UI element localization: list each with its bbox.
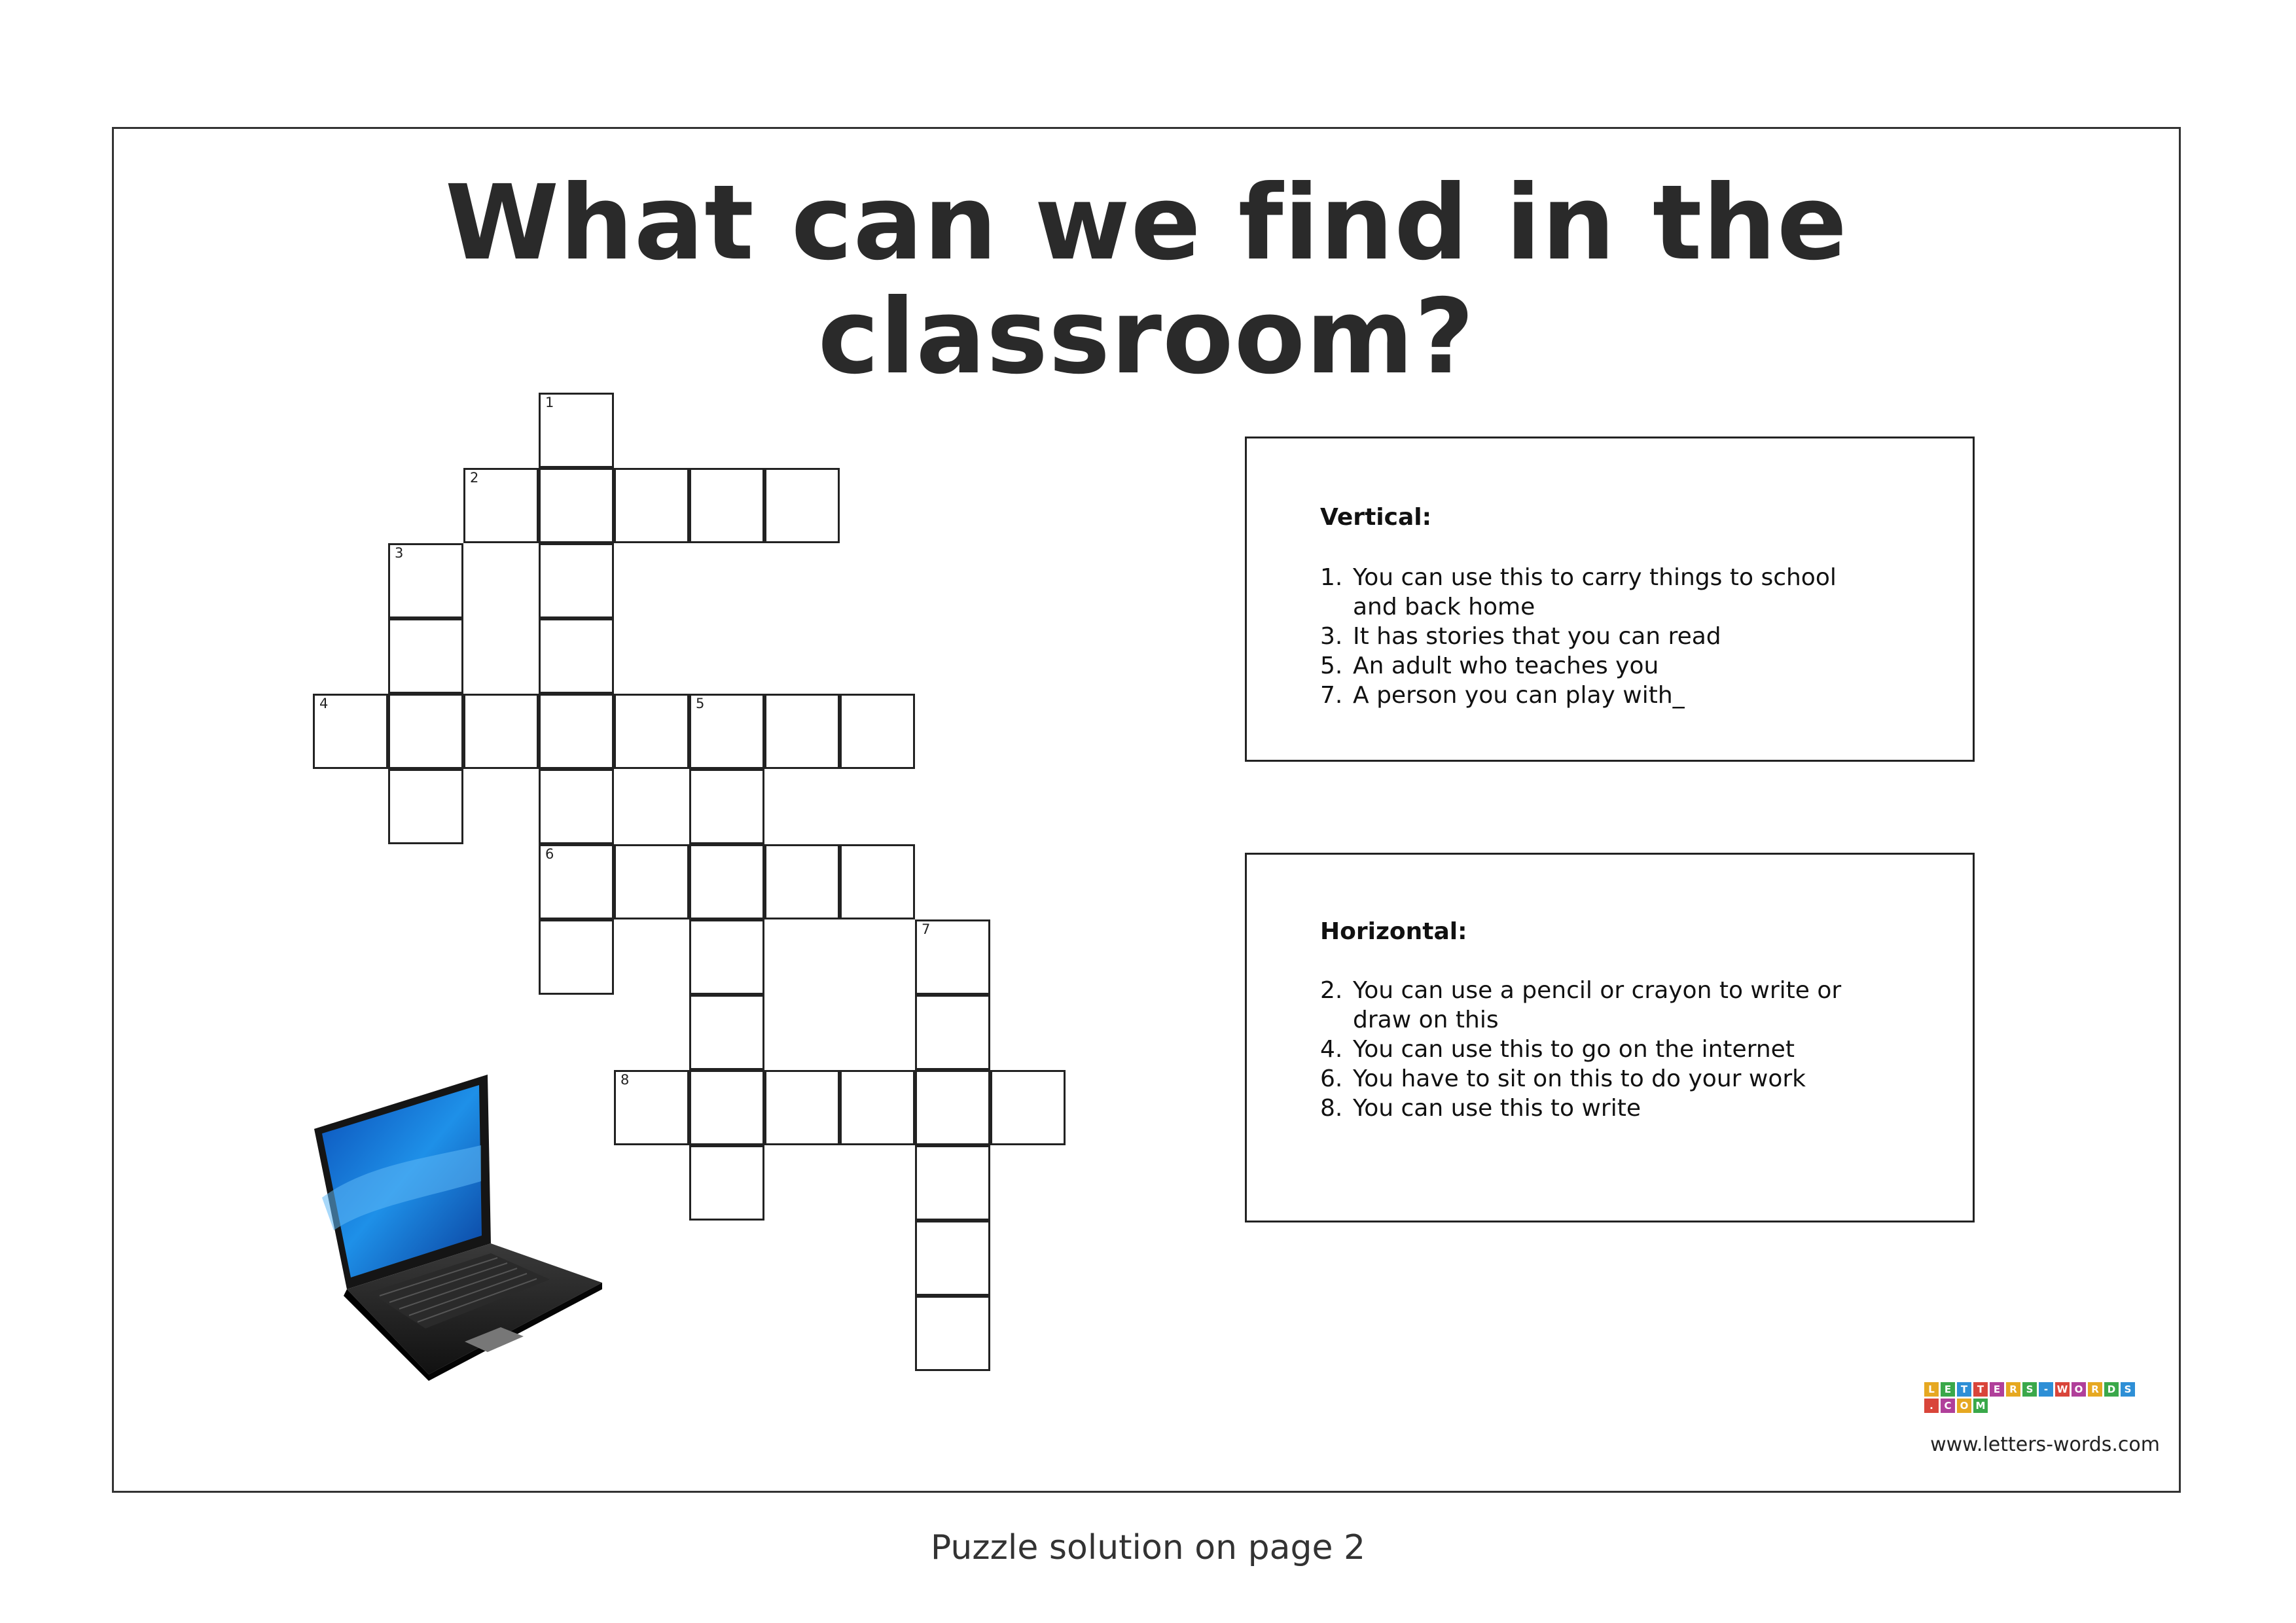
clue-number-label: 2 (470, 470, 479, 486)
vertical-clue-1 (1320, 563, 1946, 622)
vertical-clue-7 (1320, 681, 1946, 710)
clue-text: You can use this to carry things to school (1353, 564, 1837, 591)
crossword-cell[interactable] (915, 919, 990, 995)
crossword-cell[interactable] (313, 694, 388, 769)
logo-letter-tile: - (2039, 1382, 2053, 1397)
clue-number-label: 1 (545, 395, 554, 410)
logo-letter-tile: E (1941, 1382, 1955, 1397)
crossword-cell[interactable] (915, 995, 990, 1070)
clue-text: You can use a pencil or crayon to write or (1353, 977, 1842, 1004)
clue-number-label: 6 (545, 846, 554, 862)
logo-letter-tile: M (1973, 1399, 1988, 1413)
solution-note: Puzzle solution on page 2 (930, 1528, 1366, 1567)
logo-row (1924, 1399, 2135, 1413)
crossword-cell[interactable] (764, 1070, 840, 1145)
logo-letter-tile: S (2022, 1382, 2037, 1397)
logo-letter-tile: W (2055, 1382, 2070, 1397)
crossword-cell[interactable] (764, 694, 840, 769)
crossword-cell[interactable] (840, 1070, 915, 1145)
letters-words-logo (1924, 1382, 2135, 1415)
crossword-cell[interactable] (915, 1221, 990, 1296)
crossword-cell[interactable] (388, 769, 463, 844)
crossword-cell[interactable] (539, 844, 614, 919)
clue-number: 1. (1320, 564, 1343, 591)
crossword-cell[interactable] (614, 694, 689, 769)
crossword-cell[interactable] (539, 468, 614, 543)
vertical-clues-box (1245, 437, 1975, 762)
crossword-cell[interactable] (539, 618, 614, 694)
logo-letter-tile: R (2006, 1382, 2020, 1397)
horizontal-clues-heading: Horizontal: (1320, 918, 1467, 945)
crossword-cell[interactable] (539, 919, 614, 995)
logo-letter-tile: T (1957, 1382, 1971, 1397)
laptop-icon (308, 1067, 609, 1381)
clue-number-label: 7 (922, 921, 931, 937)
crossword-cell[interactable] (689, 694, 764, 769)
clue-number: 6. (1320, 1065, 1343, 1092)
clue-text: You can use this to go on the internet (1353, 1036, 1795, 1063)
logo-row (1924, 1382, 2135, 1397)
horizontal-clues-box (1245, 853, 1975, 1222)
crossword-cell[interactable] (990, 1070, 1066, 1145)
clue-text: A person you can play with_ (1353, 682, 1685, 709)
crossword-cell[interactable] (689, 995, 764, 1070)
logo-letter-tile: D (2104, 1382, 2119, 1397)
vertical-clue-3 (1320, 622, 1946, 651)
logo-letter-tile: R (2088, 1382, 2102, 1397)
crossword-cell[interactable] (539, 543, 614, 618)
clue-number: 7. (1320, 682, 1343, 709)
crossword-cell[interactable] (689, 1145, 764, 1221)
clue-text-continued: draw on this (1353, 1007, 1499, 1033)
vertical-clues-list (1320, 563, 1946, 710)
logo-letter-tile: L (1924, 1382, 1939, 1397)
website-url: www.letters-words.com (1930, 1433, 2160, 1456)
crossword-cell[interactable] (915, 1145, 990, 1221)
clue-number: 8. (1320, 1095, 1343, 1122)
logo-letter-tile: T (1973, 1382, 1988, 1397)
crossword-cell[interactable] (463, 694, 539, 769)
vertical-clue-5 (1320, 651, 1946, 681)
crossword-cell[interactable] (388, 618, 463, 694)
clue-text: An adult who teaches you (1353, 652, 1659, 679)
crossword-cell[interactable] (539, 769, 614, 844)
crossword-cell[interactable] (689, 769, 764, 844)
logo-letter-tile: . (1924, 1399, 1939, 1413)
crossword-cell[interactable] (539, 393, 614, 468)
crossword-cell[interactable] (840, 694, 915, 769)
logo-letter-tile: S (2121, 1382, 2135, 1397)
horizontal-clues-list (1320, 976, 1946, 1123)
crossword-cell[interactable] (463, 468, 539, 543)
crossword-cell[interactable] (915, 1296, 990, 1371)
crossword-cell[interactable] (388, 694, 463, 769)
clue-text-continued: and back home (1353, 594, 1535, 620)
clue-number-label: 3 (395, 545, 404, 561)
horizontal-clue-6 (1320, 1064, 1946, 1094)
logo-letter-tile: O (2072, 1382, 2086, 1397)
logo-letter-tile: C (1941, 1399, 1955, 1413)
clue-text: It has stories that you can read (1353, 623, 1721, 650)
crossword-cell[interactable] (689, 919, 764, 995)
crossword-cell[interactable] (614, 844, 689, 919)
crossword-cell[interactable] (764, 844, 840, 919)
crossword-cell[interactable] (689, 468, 764, 543)
clue-text: You have to sit on this to do your work (1353, 1065, 1806, 1092)
crossword-cell[interactable] (539, 694, 614, 769)
clue-number-label: 4 (319, 696, 329, 711)
clue-number-label: 5 (696, 696, 705, 711)
logo-letter-tile: E (1990, 1382, 2004, 1397)
clue-number: 4. (1320, 1036, 1343, 1063)
crossword-cell[interactable] (614, 1070, 689, 1145)
logo-letter-tile: O (1957, 1399, 1971, 1413)
crossword-cell[interactable] (614, 468, 689, 543)
clue-number: 5. (1320, 652, 1343, 679)
horizontal-clue-2 (1320, 976, 1946, 1035)
clue-number: 2. (1320, 977, 1343, 1004)
clue-number: 3. (1320, 623, 1343, 650)
crossword-cell[interactable] (689, 1070, 764, 1145)
crossword-cell[interactable] (388, 543, 463, 618)
crossword-cell[interactable] (764, 468, 840, 543)
crossword-cell[interactable] (689, 844, 764, 919)
crossword-cell[interactable] (840, 844, 915, 919)
vertical-clues-heading: Vertical: (1320, 504, 1431, 531)
page-title: What can we find in the classroom? (444, 163, 1848, 397)
clue-number-label: 8 (620, 1072, 630, 1088)
horizontal-clue-4 (1320, 1035, 1946, 1064)
crossword-cell[interactable] (915, 1070, 990, 1145)
horizontal-clue-8 (1320, 1094, 1946, 1123)
clue-text: You can use this to write (1353, 1095, 1641, 1122)
